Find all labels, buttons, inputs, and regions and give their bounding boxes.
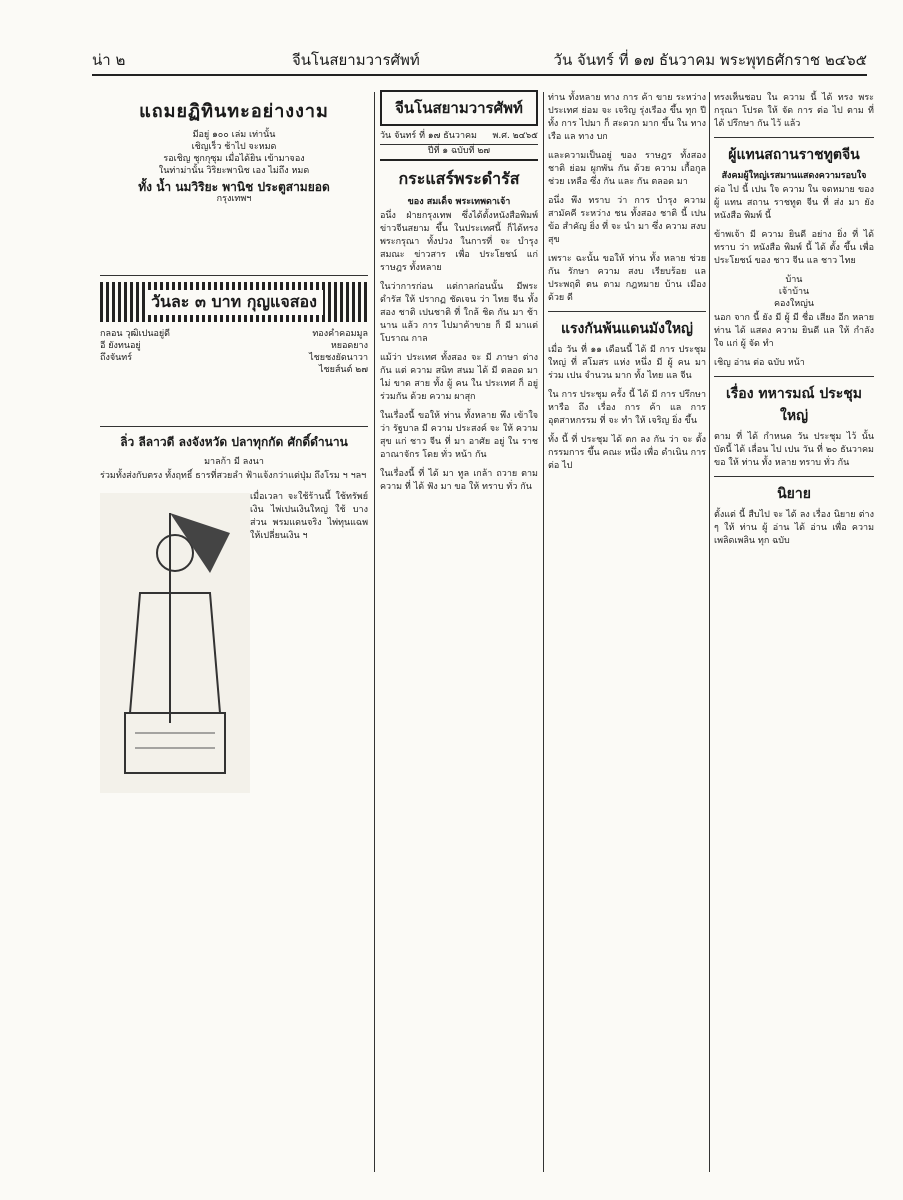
paper-name: จีนโนสยามวารศัพท์ bbox=[292, 51, 420, 69]
article-paragraph: ตั้งแต่ นี้ สืบไป จะ ได้ ลง เรื่อง นิยาย ต่าง ๆ ให้ ท่าน ผู้ อ่าน ได้ อ่าน เพื่อ ความ เพลิดเพลิน ทุก ฉบับ bbox=[714, 510, 874, 546]
article-heading: เรื่อง ทหารมณ์ ประชุมใหญ่ bbox=[725, 386, 862, 424]
list-item: บ้าน bbox=[785, 275, 803, 285]
article-paragraph: เพราะ ฉะนั้น ขอให้ ท่าน ทั้ง หลาย ช่วย กัน รักษา ความ สงบ เรียบร้อย แล ประพฤติ ตน ตาม กฎหมาย บ้าน เมือง ด้วย ดี bbox=[548, 254, 706, 303]
divider bbox=[100, 275, 368, 276]
column-3 bbox=[548, 90, 706, 1175]
masthead-issue: ปีที่ ๑ ฉบับที่ ๒๗ bbox=[380, 145, 538, 161]
article-paragraph: เมื่อ วัน ที่ ๑๑ เดือนนี้ ได้ มี การ ประชุม ใหญ่ ที่ สโมสร แห่ง หนึ่ง มี ผู้ คน มา ร่วม เปน จำนวน มาก ทั้ง ไทย แล จีน bbox=[548, 345, 706, 381]
list-item: คองใหญ่น bbox=[774, 299, 814, 309]
article-heading: กระแสร์พระดำรัส bbox=[398, 169, 520, 188]
advert-line: ในท่าม่านั้น วิริยะพานิช เอง ไม่ถึง หมด bbox=[158, 166, 310, 176]
article-paragraph: ในเรื่องนี้ ขอให้ ท่าน ทั้งหลาย พึง เข้าใจ ว่า รัฐบาล มี ความ ประสงค์ จะ ให้ ความ สุข แก่ ชาว จีน ที่ มา อาศัย อยู่ ใน ราช อาณาจักร โดย ทั่ว หน้า กัน bbox=[380, 411, 538, 460]
article-heading: นิยาย bbox=[777, 486, 811, 502]
article-paragraph: ใน การ ประชุม ครั้ง นี้ ได้ มี การ ปรึกษา หารือ ถึง เรื่อง การ ค้า แล การ อุตสาหกรรม ที่ จะ ทำ ให้ เจริญ ยิ่ง ขึ้น bbox=[548, 390, 706, 426]
article-paragraph: ตาม ที่ ได้ กำหนด วัน ประชุม ไว้ นั้น บัดนี้ ได้ เลื่อน ไป เปน วัน ที่ ๒๐ ธันวาคม ขอ ให้ ท่าน ทั้ง หลาย ทราบ ทั่ว กัน bbox=[714, 432, 874, 468]
article-paragraph: ท่าน ทั้งหลาย ทาง การ ค้า ขาย ระหว่าง ประเทศ ย่อม จะ เจริญ รุ่งเรือง ขึ้น ทุก ปี ทั้ง การ ไปมา ก็ สะดวก มาก ขึ้น ใน ทาง เรือ แล ทาง บก bbox=[548, 93, 706, 142]
page-header bbox=[92, 44, 867, 76]
note-tail: ไชยส์นต์ ๒๗ bbox=[319, 365, 368, 375]
divider bbox=[714, 376, 874, 377]
article-subheading: สังคมผู้ใหญ่เรสมานแสดงความรอบใจ bbox=[721, 171, 867, 181]
column-rule bbox=[543, 92, 544, 1172]
note-row bbox=[100, 352, 368, 364]
article-paragraph: ข้าพเจ้า มี ความ ยินดี อย่าง ยิ่ง ที่ ได้ ทราบ ว่า หนังสือ พิมพ์ นี้ ได้ ตั้ง ขึ้น เพื่อ ประโยชน์ ของ ชาว จีน แล ชาว ไทย bbox=[714, 230, 874, 266]
divider bbox=[100, 426, 368, 427]
note-left: กลอน วุฒิเปนอยู่ดี bbox=[100, 329, 171, 339]
ad-subheading: มาลก้า มี ลงนา bbox=[204, 457, 264, 467]
column-2 bbox=[380, 90, 538, 1175]
ornament-text: วันละ ๓ บาท กุญแจสอง bbox=[145, 290, 323, 315]
page-number: น่า ๒ bbox=[92, 51, 126, 69]
note-right: ไชยชงยัดนาวา bbox=[309, 353, 368, 363]
column-rule bbox=[709, 92, 710, 1172]
ad-heading: ลิ่ว ลีลาวดี ลงจังหวัด ปลาทุกกัด ศักดิ์ดำนาน bbox=[120, 435, 348, 449]
ad-body: ร่วมทั้งส่งกับตรง ทั้งฤทธิ์ ธารที่สวยลำ ฟ้าแจ้งกว่าแต่ปุ่ม ถึงโรม ฯ ฯลฯ bbox=[100, 471, 367, 481]
article-paragraph: ในเรื่องนี้ ที่ ได้ มา ทูล เกล้า ถวาย ตาม ความ ที่ ได้ ฟัง มา ขอ ให้ ทราบ ทั่ว กัน bbox=[380, 469, 538, 492]
article-paragraph: แม้ว่า ประเทศ ทั้งสอง จะ มี ภาษา ต่างกัน แต่ ความ สนิท สนม ได้ มี ตลอด มา ไม่ ขาด สาย ทั้ง ผู้ คน ใน ประเทศ ก็ อยู่ ร่วมกัน ด้วย ความ ผาสุก bbox=[380, 353, 538, 402]
advert-line: กรุงเทพฯ bbox=[216, 194, 252, 204]
article-subheading: ของ สมเด็จ พระเทพดาเจ้า bbox=[407, 197, 511, 207]
article-paragraph: ในว่าการก่อน แต่กาลก่อนนั้น มีพระดำรัส ให้ ปรากฏ ชัดเจน ว่า ไทย จีน ทั้ง สอง ชาติ เปนชาติ ที่ ใกล้ ชิด กัน มา ช้านาน แล้ว การ ไปมาค้าขาย ก็ มี มาแต่ โบราณ กาล bbox=[380, 282, 538, 344]
note-right: ทองคำคอมมูล bbox=[312, 329, 368, 339]
article-paragraph: อนึ่ง พึง ทราบ ว่า การ บำรุง ความ สามัคคี ระหว่าง ชน ทั้งสอง ชาติ นี้ เปน ข้อ สำคัญ ยิ่ง ที่ จะ นำ มา ซึ่ง ความ สงบ สุข bbox=[548, 196, 706, 245]
article-heading: ผู้แทนสถานราชทูตจีน bbox=[728, 147, 860, 163]
article-paragraph: ทรงเห็นชอบ ใน ความ นี้ ได้ ทรง พระ กรุณา โปรด ให้ จัด การ ต่อ ไป ตาม ที่ ได้ ปรึกษา กัน ไว้ แล้ว bbox=[714, 93, 874, 129]
note-row bbox=[100, 340, 368, 352]
article-paragraph: ทั้ง นี้ ที่ ประชุม ได้ ตก ลง กัน ว่า จะ ตั้ง กรรมการ ขึ้น คณะ หนึ่ง เพื่อ ดำเนิน การ ต่อ ไป bbox=[548, 435, 706, 471]
divider bbox=[714, 137, 874, 138]
column-rule bbox=[374, 92, 375, 1172]
issue-date: วัน จันทร์ ที่ ๑๗ ธันวาคม พระพุทธศักราช ๒๔๖๕ bbox=[553, 51, 867, 69]
note-row bbox=[100, 328, 368, 340]
ornament-banner bbox=[100, 282, 368, 322]
article-paragraph: นอก จาก นี้ ยัง มี ผู้ มี ชื่อ เสียง อีก หลาย ท่าน ได้ แสดง ความ ยินดี แล ให้ กำลัง ใจ แก่ ผู้ จัด ทำ bbox=[714, 313, 874, 349]
advert-line: ทั้ง น้ำ นมวิริยะ พานิช ประตูสามยอด bbox=[138, 180, 330, 194]
column-4 bbox=[714, 90, 874, 1175]
note-right: หยอดยาง bbox=[330, 341, 368, 351]
article-paragraph: เชิญ อ่าน ต่อ ฉบับ หน้า bbox=[714, 358, 805, 368]
list-item: เจ้าบ้าน bbox=[778, 287, 810, 297]
advert-line: เชิญเร็ว ช้าไป จะหมด bbox=[191, 142, 277, 152]
advert-heading: แถมยฏิทินทะอย่างงาม bbox=[139, 101, 329, 122]
article-paragraph: ค่อ ไป นี้ เปน ใจ ความ ใน จดหมาย ของ ผู้ แทน สถาน ราชทูต จีน ที่ ส่ง มา ยัง หนังสือ พิมพ์ นี้ bbox=[714, 185, 874, 221]
advert-line: รอเชิญ ชุกกุซุม เมื่อได้ยิน เข้ามาจอง bbox=[163, 154, 305, 164]
masthead-title: จีนโนสยามวารศัพท์ bbox=[380, 90, 538, 126]
masthead-date-right: พ.ศ. ๒๔๖๕ bbox=[492, 131, 538, 141]
divider bbox=[548, 311, 706, 312]
article-paragraph: อนึ่ง ฝ่ายกรุงเทพ ซึ่งได้ตั้งหนังสือพิมพ์ข่าวจีนสยาม ขึ้น ในประเทศนี้ ก็ได้ทรงพระกรุณา ทั้งปวง ในการที่ จะ บำรุงสมณะ ข่าวสาร เพื่อ ประโยชน์ แก่ ราษฎร ทั้งหลาย bbox=[380, 211, 538, 273]
divider bbox=[714, 476, 874, 477]
column-1 bbox=[100, 90, 368, 1175]
note-left: ถึงจันทร์ bbox=[100, 353, 133, 363]
article-paragraph: และความเป็นอยู่ ของ ราษฎร ทั้งสอง ชาติ ย่อม ผูกพัน กัน ด้วย ความ เกื้อกูล ช่วย เหลือ ซึ่ง กัน และ กัน ตลอด มา bbox=[548, 151, 706, 187]
masthead-date bbox=[380, 126, 538, 145]
article-heading: แรงกันพ้นแดนมังใหญ่ bbox=[561, 321, 693, 337]
masthead-date-left: วัน จันทร์ ที่ ๑๗ ธันวาคม bbox=[380, 131, 477, 141]
advert-line: มีอยู่ ๑๐๐ เล่ม เท่านั้น bbox=[192, 130, 276, 140]
illustration-figure bbox=[100, 493, 250, 793]
note-left: อี ยังทนอยู่ bbox=[100, 341, 141, 351]
ad-footer: เมื่อเวลา จะใช้ร้านนี้ ใช้ทรัพย์เงิน ไพ่เปนเงินใหญ่ ใช้ บางส่วน พรมแดนจริง ไพ่ทุนแฉพ ให้เปลี่ยนเงิน ฯ bbox=[250, 492, 368, 541]
